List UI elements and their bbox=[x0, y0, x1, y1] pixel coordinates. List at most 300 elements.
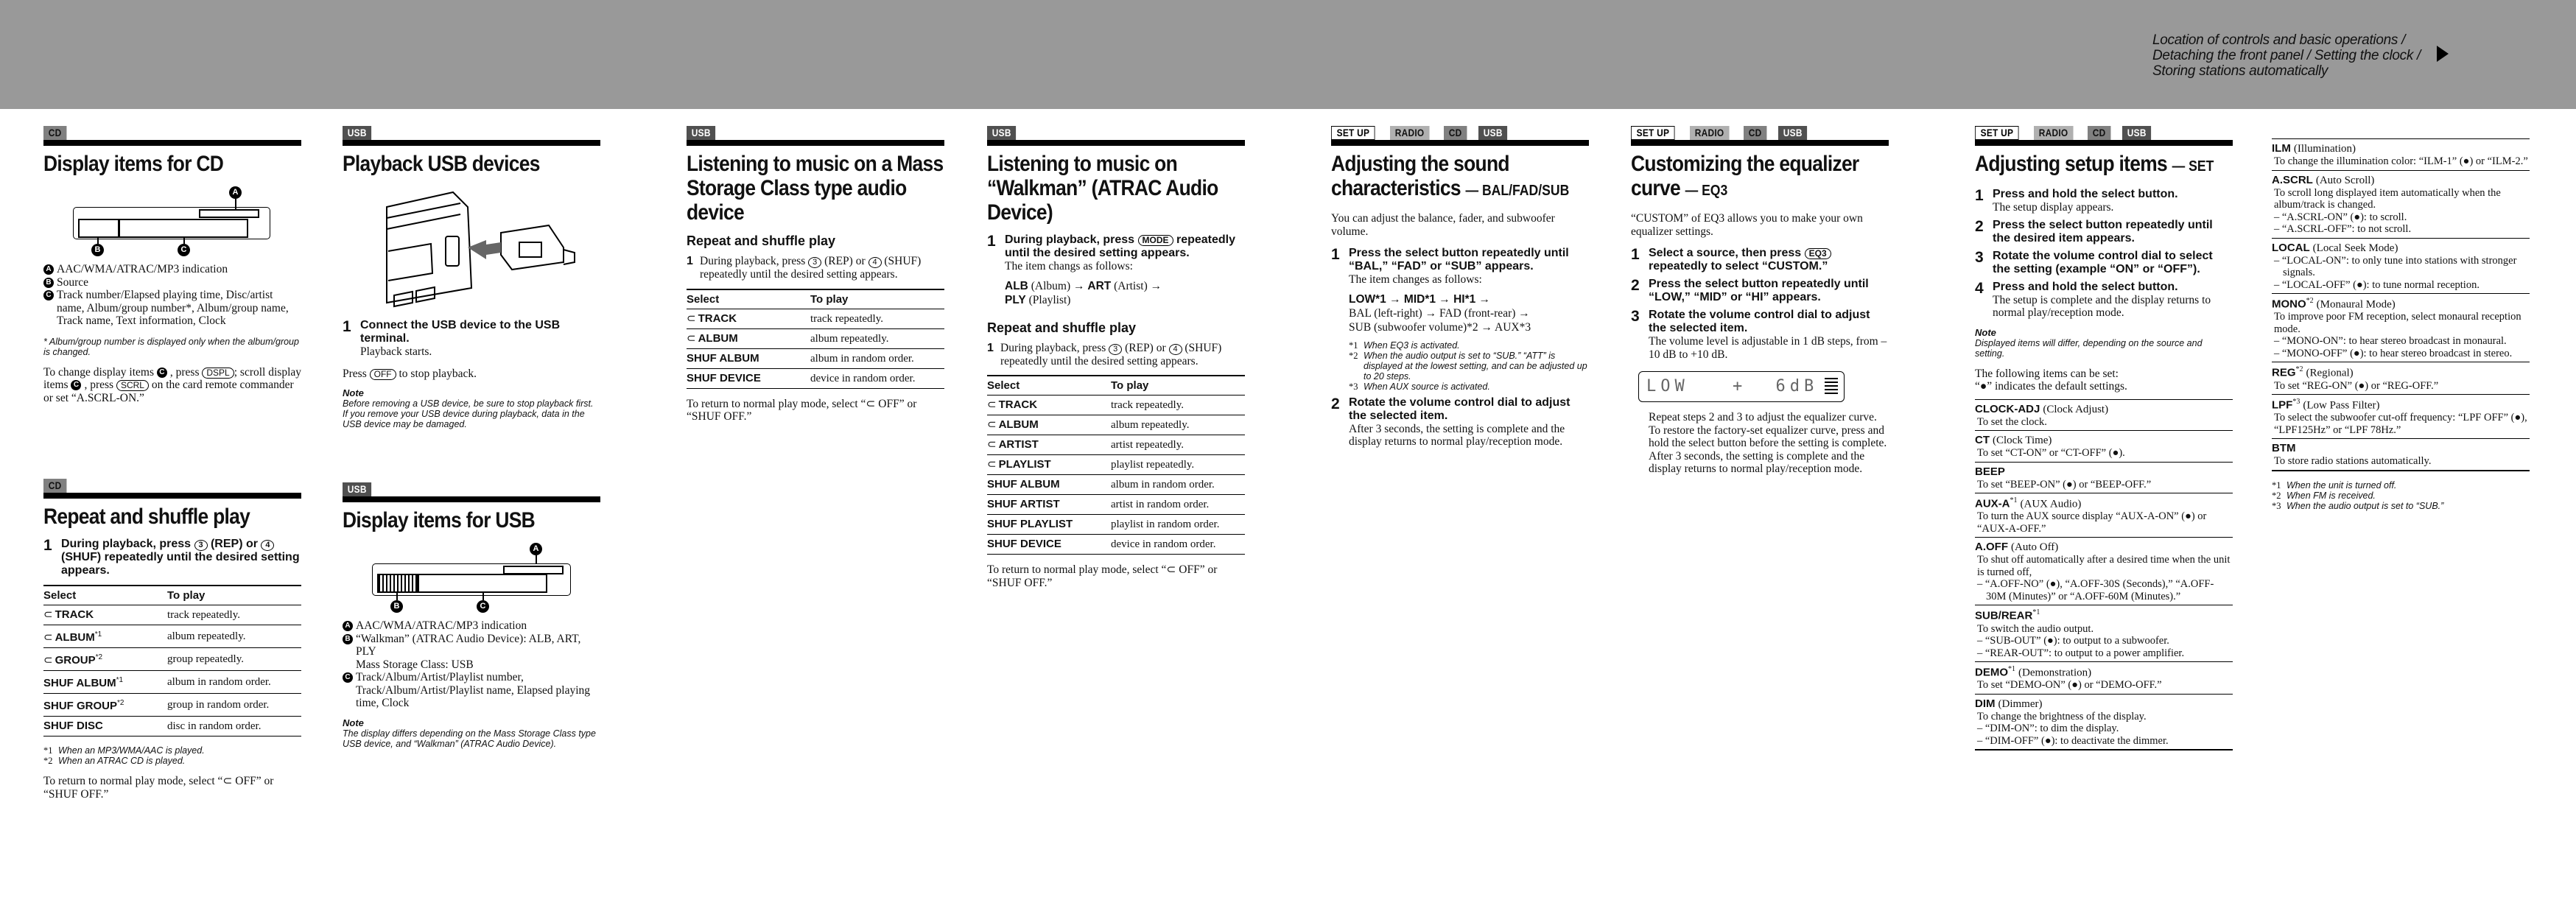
setting-name: CT bbox=[1975, 434, 1990, 446]
intro-text: “CUSTOM” of EQ3 allows you to make your own equalizer settings. bbox=[1631, 212, 1863, 238]
setting-fullname: (Regional) bbox=[2306, 367, 2354, 379]
step-number: 1 bbox=[1975, 187, 1984, 204]
setting-fullname: (Illumination) bbox=[2293, 143, 2356, 155]
setting-option: – “MONO-OFF” (●): to hear stereo broadcast in stereo. bbox=[2274, 347, 2513, 359]
setting-fullname: (Low Pass Filter) bbox=[2303, 399, 2380, 412]
mode-code: PLY bbox=[1005, 293, 1026, 306]
step-2 bbox=[1331, 396, 1589, 449]
play-value: group in random order. bbox=[167, 694, 301, 717]
footnote-text: When an MP3/WMA/AAC is played. bbox=[58, 745, 205, 756]
section-mass-storage bbox=[687, 126, 944, 423]
section-sound bbox=[1331, 126, 1589, 453]
step-number: 1 bbox=[343, 318, 351, 335]
footnote-text: When the audio output is set to “SUB.” “ATT” is displayed at the lowest setting, and can be adjusted up to 20 steps. bbox=[1364, 350, 1587, 382]
step-number: 1 bbox=[1631, 246, 1640, 263]
source-tags bbox=[1631, 126, 1889, 140]
column-header: To play bbox=[810, 289, 944, 309]
setup-tag: SET UP bbox=[1331, 126, 1375, 140]
option-text: “MONO-OFF” (●): to hear stereo broadcast in stereo. bbox=[2281, 347, 2513, 359]
setting-name: REG bbox=[2272, 366, 2296, 379]
scrl-button[interactable]: SCRL bbox=[116, 380, 149, 391]
section-repeat-cd bbox=[43, 479, 301, 801]
step-1 bbox=[343, 319, 600, 359]
table-row bbox=[687, 309, 944, 328]
text: repeatedly to select “CUSTOM.” bbox=[1649, 260, 1828, 273]
play-value: album in random order. bbox=[1111, 475, 1245, 495]
setting-option: – “A.SCRL-OFF”: to not scroll. bbox=[2274, 223, 2412, 235]
setup-item-ilm bbox=[2272, 138, 2530, 170]
subsection-title: Repeat and shuffle play bbox=[987, 320, 1137, 335]
repeat-icon: ⊂ bbox=[43, 631, 53, 644]
repeat-icon: ⊂ bbox=[987, 418, 997, 431]
play-mode-table bbox=[687, 289, 944, 389]
select-value: TRACK bbox=[55, 608, 94, 621]
section-rule bbox=[1975, 140, 2233, 146]
option-text: “REAR-OUT”: to output to a power amplifier. bbox=[1984, 647, 2185, 659]
text: To change display items bbox=[43, 365, 155, 379]
step-2 bbox=[1975, 219, 2233, 245]
text: ; scroll display items bbox=[43, 365, 302, 391]
select-value: TRACK bbox=[998, 398, 1038, 411]
stop-instruction bbox=[343, 368, 600, 381]
play-mode-table bbox=[43, 585, 301, 737]
play-value: album repeatedly. bbox=[167, 625, 301, 648]
callout-a: A bbox=[229, 186, 242, 199]
setting-name: MONO bbox=[2272, 298, 2306, 311]
step-1 bbox=[687, 255, 944, 281]
callout-b: B bbox=[390, 600, 403, 613]
dspl-button[interactable]: DSPL bbox=[202, 368, 234, 379]
marker-c: C bbox=[43, 290, 54, 300]
section-rule bbox=[1331, 140, 1589, 146]
setting-fullname: (Demonstration) bbox=[2018, 667, 2092, 679]
step-instruction: Press and hold the select button. bbox=[1993, 280, 2178, 293]
setting-description: To set the clock. bbox=[1977, 415, 2047, 428]
setup-item-ct bbox=[1975, 430, 2233, 462]
setting-name: CLOCK-ADJ bbox=[1975, 402, 2040, 415]
legend-text: AAC/WMA/ATRAC/MP3 indication bbox=[57, 263, 228, 275]
setting-description: To change the brightness of the display. bbox=[1977, 710, 2147, 723]
step-1 bbox=[987, 342, 1245, 368]
note-text: Displayed items will differ, depending on the source and setting. bbox=[1975, 337, 2203, 359]
setting-name: BTM bbox=[2272, 442, 2296, 455]
step-1 bbox=[1631, 247, 1889, 273]
setting-fullname: (Clock Time) bbox=[1993, 435, 2052, 446]
play-value: artist in random order. bbox=[1111, 495, 1245, 515]
select-value: ALBUM bbox=[55, 631, 95, 644]
marker-b: B bbox=[43, 278, 54, 288]
setup-item-clock-adj bbox=[1975, 399, 2233, 431]
off-button[interactable]: OFF bbox=[370, 369, 396, 380]
list-end-rule bbox=[2272, 470, 2530, 471]
mode-label: (Playlist) bbox=[1028, 293, 1071, 306]
play-mode-table bbox=[987, 375, 1245, 555]
setting-description: To set “CT-ON” or “CT-OFF” (●). bbox=[1977, 447, 2125, 459]
play-value: album in random order. bbox=[810, 348, 944, 368]
play-value: album in random order. bbox=[167, 671, 301, 694]
usb-tag: USB bbox=[343, 126, 371, 140]
step-number: 2 bbox=[1331, 395, 1340, 412]
setting-name: ILM bbox=[2272, 142, 2291, 155]
step-number: 1 bbox=[687, 255, 693, 267]
return-text: To return to normal play mode, select “⊂ OFF” or “SHUF OFF.” bbox=[43, 775, 274, 801]
text: (SHUF) repeatedly until the desired setting appears. bbox=[700, 255, 922, 281]
setting-description: To turn the AUX source display “AUX-A-ON” (●) or “AUX-A-OFF.” bbox=[1977, 510, 2207, 535]
section-title: Listening to music on “Walkman” (ATRAC Audio Device) bbox=[987, 152, 1218, 225]
footnote-text: When EQ3 is activated. bbox=[1364, 340, 1460, 351]
radio-tag: RADIO bbox=[2034, 126, 2073, 140]
select-value: SHUF PLAYLIST bbox=[987, 515, 1111, 535]
text-box-c bbox=[119, 219, 248, 238]
column-header: To play bbox=[167, 586, 301, 605]
setup-item-sub-rear bbox=[1975, 605, 2233, 661]
repeat-icon: ⊂ bbox=[43, 608, 53, 621]
step-1 bbox=[43, 538, 301, 577]
repeat-icon: ⊂ bbox=[43, 654, 53, 667]
step-1 bbox=[987, 233, 1245, 313]
setup-tag: SET UP bbox=[1631, 126, 1675, 140]
table-row bbox=[43, 717, 301, 737]
play-value: group repeatedly. bbox=[167, 648, 301, 671]
legend-text: Source bbox=[57, 275, 89, 289]
footnote-text: When the unit is turned off. bbox=[2287, 479, 2397, 491]
setting-description: To store radio stations automatically. bbox=[2274, 455, 2432, 468]
eq3-button[interactable]: EQ3 bbox=[1805, 248, 1831, 259]
text: During playback, press bbox=[1000, 341, 1106, 354]
select-value: SHUF ALBUM bbox=[687, 348, 810, 368]
select-value: ALBUM bbox=[698, 331, 738, 345]
repeat-icon: ⊂ bbox=[687, 331, 696, 345]
select-value: PLAYLIST bbox=[998, 458, 1051, 471]
step-instruction: Press and hold the select button. bbox=[1993, 188, 2178, 200]
select-value: SHUF ALBUM bbox=[43, 677, 116, 689]
setting-option: – “LOCAL-OFF” (●): to tune normal reception. bbox=[2274, 278, 2480, 291]
section-rule bbox=[687, 140, 944, 146]
marker-a: A bbox=[43, 264, 54, 275]
setting-description: To scroll long displayed item automatically when the album/track is changed. bbox=[2274, 186, 2501, 211]
cd-tag: CD bbox=[2088, 126, 2110, 140]
setting-description: To set “BEEP-ON” (●) or “BEEP-OFF.” bbox=[1977, 478, 2152, 491]
step-number: 2 bbox=[1631, 277, 1640, 294]
text: During playback, press bbox=[61, 538, 192, 550]
mode-code: ART bbox=[1087, 279, 1112, 292]
table-row bbox=[987, 535, 1245, 555]
step-number: 2 bbox=[1975, 217, 1984, 235]
step-number: 1 bbox=[987, 233, 996, 250]
sequence-line: SUB (subwoofer volume)*2 → AUX*3 bbox=[1349, 320, 1531, 334]
setting-option: – “REAR-OUT”: to output to a power amplifier. bbox=[1977, 647, 2185, 659]
repeat-icon: ⊂ bbox=[987, 398, 997, 411]
rep-button-3[interactable]: 3 bbox=[808, 257, 821, 268]
table-row bbox=[687, 368, 944, 388]
section-title: Playback USB devices bbox=[343, 152, 540, 176]
setting-name: SUB/REAR bbox=[1975, 609, 2033, 622]
option-text: “LOCAL-ON”: to only tune into stations with stronger signals. bbox=[2281, 254, 2517, 278]
setup-item-mono bbox=[2272, 293, 2530, 362]
intro-text: You can adjust the balance, fader, and subwoofer volume. bbox=[1331, 212, 1555, 238]
footnotes bbox=[2272, 480, 2530, 511]
marker-c: C bbox=[157, 368, 167, 378]
setting-description: To shut off automatically after a desired time when the unit is turned off, bbox=[1977, 554, 2231, 578]
table-row bbox=[43, 694, 301, 717]
note-text: Before removing a USB device, be sure to stop playback first. If you remove your USB device during playback, data in the USB device may be damaged. bbox=[343, 398, 594, 429]
section-rule bbox=[43, 493, 301, 499]
setup-item-list bbox=[2272, 138, 2530, 470]
radio-tag: RADIO bbox=[1690, 126, 1729, 140]
select-value: TRACK bbox=[698, 312, 737, 325]
shuf-button-4[interactable]: 4 bbox=[1169, 344, 1182, 355]
footnote-key: *3 bbox=[2272, 500, 2281, 511]
mode-button[interactable]: MODE bbox=[1138, 235, 1173, 246]
text: (SHUF) repeatedly until the desired setting appears. bbox=[61, 551, 300, 577]
repeat-icon: ⊂ bbox=[987, 438, 997, 451]
note-heading: Note bbox=[343, 717, 364, 728]
setting-option: – “DIM-ON”: to dim the display. bbox=[1977, 723, 2119, 735]
setting-option: – “A.SCRL-ON” (●): to scroll. bbox=[2274, 211, 2407, 223]
section-title: Display items for USB bbox=[343, 508, 536, 532]
indicator-box-a bbox=[199, 209, 259, 218]
section-title: Repeat and shuffle play bbox=[43, 505, 250, 529]
setting-option: – “MONO-ON”: to hear stereo broadcast in monaural. bbox=[2274, 335, 2507, 348]
breadcrumb-line: Detaching the front panel / Setting the clock / bbox=[2152, 48, 2421, 63]
footnote-ref: *1 bbox=[2032, 608, 2040, 617]
section-setup bbox=[1975, 126, 2233, 750]
table-row bbox=[43, 625, 301, 648]
usb-connect-illustration bbox=[343, 185, 600, 310]
shuf-button-4[interactable]: 4 bbox=[261, 540, 274, 551]
text: , press bbox=[84, 379, 114, 391]
setting-fullname: (AUX Audio) bbox=[2020, 498, 2082, 510]
step-2 bbox=[1631, 278, 1889, 304]
step-1 bbox=[1331, 247, 1589, 392]
option-text: “DIM-OFF” (●): to deactivate the dimmer. bbox=[1984, 734, 2169, 747]
setup-item-beep bbox=[1975, 462, 2233, 493]
return-text: To return to normal play mode, select “⊂ OFF” or “SHUF OFF.” bbox=[687, 397, 917, 423]
legend-list bbox=[343, 619, 600, 710]
option-text: “DIM-ON”: to dim the display. bbox=[1984, 723, 2119, 735]
play-value: track repeatedly. bbox=[167, 605, 301, 625]
step-description: Playback starts. bbox=[360, 345, 432, 358]
footnote-text: When AUX source is activated. bbox=[1364, 381, 1490, 392]
footnote-key: *2 bbox=[43, 756, 53, 766]
setup-item-demo bbox=[1975, 661, 2233, 694]
cd-display-diagram bbox=[43, 185, 301, 259]
option-text: “A.OFF-NO” (●), “A.OFF-30S (Seconds),” “A.OFF-30M (Minutes)” or “A.OFF-60M (Minutes).” bbox=[1984, 578, 2214, 602]
setting-name: AUX-A bbox=[1975, 497, 2010, 510]
arrow-icon: → bbox=[1073, 279, 1085, 292]
text: After 3 seconds, the setting is complete and the display returns to normal play/reception mode. bbox=[1649, 449, 1865, 475]
select-value: GROUP bbox=[55, 654, 96, 667]
callout-a: A bbox=[530, 543, 542, 555]
marker-b: B bbox=[343, 634, 353, 644]
lcd-level: 6dB bbox=[1775, 377, 1819, 396]
callout-c: C bbox=[477, 600, 489, 613]
rep-button-3[interactable]: 3 bbox=[1109, 344, 1122, 355]
setup-item-local bbox=[2272, 238, 2530, 294]
table-row bbox=[43, 648, 301, 671]
footnotes bbox=[43, 745, 301, 766]
step-number: 1 bbox=[43, 537, 52, 554]
setting-name: LOCAL bbox=[2272, 241, 2310, 254]
section-title bbox=[1331, 152, 1590, 203]
footnote-ref: *2 bbox=[95, 653, 103, 661]
setup-item-list bbox=[1975, 399, 2233, 750]
title-text: Customizing the equalizer curve bbox=[1631, 152, 1859, 200]
option-text: “SUB-OUT” (●): to output to a subwoofer. bbox=[1984, 635, 2169, 647]
mode-label: (Artist) bbox=[1114, 279, 1148, 292]
column-header: Select bbox=[987, 376, 1111, 396]
setting-name: A.SCRL bbox=[2272, 173, 2313, 186]
usb-tag: USB bbox=[1478, 126, 1507, 140]
instruction-text bbox=[43, 366, 301, 405]
table-row bbox=[43, 605, 301, 625]
select-value: SHUF DISC bbox=[43, 720, 103, 732]
legend-text: AAC/WMA/ATRAC/MP3 indication bbox=[356, 619, 527, 632]
section-title bbox=[1631, 152, 1889, 203]
callout-b: B bbox=[91, 244, 104, 256]
setting-fullname: (Auto Scroll) bbox=[2315, 174, 2375, 186]
callout-line bbox=[97, 236, 99, 244]
setting-description: To change the illumination color: “ILM-1” (●) or “ILM-2.” bbox=[2274, 155, 2528, 167]
setup-item-lpf bbox=[2272, 394, 2530, 438]
callout-c: C bbox=[178, 244, 190, 256]
item-sequence bbox=[1349, 292, 1589, 334]
setting-option: – “SUB-OUT” (●): to output to a subwoofer. bbox=[1977, 635, 2169, 647]
footnote-key: *1 bbox=[43, 745, 53, 756]
footnote: * Album/group number is displayed only when the album/group is changed. bbox=[43, 336, 299, 357]
next-page-arrow-icon[interactable] bbox=[2437, 46, 2449, 62]
step-1 bbox=[1975, 188, 2233, 214]
setup-tag: SET UP bbox=[1975, 126, 2019, 140]
step-number: 1 bbox=[987, 341, 994, 354]
section-title bbox=[1975, 152, 2233, 179]
text: to stop playback. bbox=[399, 367, 477, 380]
table-row bbox=[987, 475, 1245, 495]
setting-description: To set “DEMO-ON” (●) or “DEMO-OFF.” bbox=[1977, 679, 2162, 692]
mode-sequence bbox=[1005, 279, 1245, 307]
usb-tag: USB bbox=[1778, 126, 1807, 140]
section-title: Listening to music on a Mass Storage Class type audio device bbox=[687, 152, 944, 225]
setup-item-aux-a bbox=[1975, 493, 2233, 537]
section-display-cd bbox=[43, 126, 301, 404]
callout-line bbox=[396, 591, 398, 600]
section-walkman bbox=[987, 126, 1245, 589]
play-value: device in random order. bbox=[1111, 535, 1245, 555]
play-value: playlist repeatedly. bbox=[1111, 455, 1245, 475]
section-rule bbox=[1631, 140, 1889, 146]
setup-item-dim bbox=[1975, 694, 2233, 750]
option-text: “LOCAL-OFF” (●): to tune normal reception. bbox=[2281, 278, 2480, 291]
table-row bbox=[987, 396, 1245, 415]
text: (REP) or bbox=[1125, 341, 1166, 354]
text: To restore the factory-set equalizer curve, press and hold the select button before the setting is complete. bbox=[1649, 423, 1887, 449]
cd-tag: CD bbox=[1444, 126, 1467, 140]
setting-option: – “DIM-OFF” (●): to deactivate the dimmer. bbox=[1977, 734, 2169, 747]
usb-display-diagram bbox=[343, 541, 600, 615]
text: During playback, press bbox=[1005, 233, 1135, 246]
step-instruction: Press the select button repeatedly until “BAL,” “FAD” or “SUB” appears. bbox=[1349, 247, 1569, 273]
breadcrumb-line: Storing stations automatically bbox=[2152, 63, 2328, 79]
footnote-text: When the audio output is set to “SUB.” bbox=[2287, 500, 2444, 511]
section-eq bbox=[1631, 126, 1889, 476]
sequence-line: BAL (left-right) → FAD (front-rear) → bbox=[1349, 306, 1530, 320]
footnote-ref: *1 bbox=[94, 630, 102, 639]
usb-tag: USB bbox=[987, 126, 1016, 140]
shuf-button-4[interactable]: 4 bbox=[868, 257, 882, 268]
subsection-title: Repeat and shuffle play bbox=[687, 233, 836, 248]
setting-description: To select the subwoofer cut-off frequency: “LPF OFF” (●), “LPF125Hz” or “LPF 78Hz.” bbox=[2274, 412, 2527, 436]
column-header: To play bbox=[1111, 376, 1245, 396]
table-row bbox=[43, 671, 301, 694]
text: Repeat steps 2 and 3 to adjust the equalizer curve. bbox=[1649, 411, 1877, 423]
footnote-key: *2 bbox=[2272, 490, 2281, 501]
legend-text: Track number/Elapsed playing time, Disc/artist name, Album/group number*, Album/group name, Track name, Text information, Clock bbox=[57, 289, 289, 327]
step-number: 4 bbox=[1975, 279, 1984, 297]
return-text: To return to normal play mode, select “⊂ OFF” or “SHUF OFF.” bbox=[987, 563, 1218, 589]
usb-device-icon bbox=[343, 185, 600, 310]
source-box-b bbox=[377, 574, 418, 593]
step-instruction: Rotate the volume control dial to select the setting (example “ON” or “OFF”). bbox=[1993, 249, 2213, 275]
setting-name: BEEP bbox=[1975, 465, 2005, 478]
step-instruction: Press the select button repeatedly until “LOW,” “MID” or “HI” appears. bbox=[1649, 278, 1869, 303]
step-number: 1 bbox=[1331, 246, 1340, 263]
note-heading: Note bbox=[1975, 326, 1996, 338]
step-number: 3 bbox=[1631, 308, 1640, 325]
text: During playback, press bbox=[700, 255, 806, 267]
select-value: SHUF ALBUM bbox=[987, 475, 1111, 495]
text: repeatedly until the desired setting appears. bbox=[1005, 233, 1236, 259]
step-instruction: Rotate the volume control dial to adjust the selected item. bbox=[1649, 309, 1870, 334]
table-row bbox=[987, 435, 1245, 455]
callout-line bbox=[482, 591, 484, 600]
cd-tag: CD bbox=[43, 479, 66, 493]
text: (SHUF) repeatedly until the desired setting appears. bbox=[1000, 341, 1222, 368]
setup-item-a-scrl bbox=[2272, 170, 2530, 238]
table-row bbox=[987, 455, 1245, 475]
radio-tag: RADIO bbox=[1390, 126, 1429, 140]
footnote-ref: *2 bbox=[117, 699, 124, 707]
table-row bbox=[987, 495, 1245, 515]
setting-description: To improve poor FM reception, select monaural reception mode. bbox=[2274, 311, 2521, 335]
select-value: SHUF DEVICE bbox=[987, 535, 1111, 555]
step-3 bbox=[1631, 309, 1889, 361]
marker-a: A bbox=[343, 621, 353, 631]
setting-option: – “LOCAL-ON”: to only tune into stations with stronger signals. bbox=[2274, 254, 2517, 278]
play-value: disc in random order. bbox=[167, 717, 301, 737]
rep-button-3[interactable]: 3 bbox=[194, 540, 208, 551]
lcd-sign: + bbox=[1733, 377, 1747, 396]
footnote-key: *3 bbox=[1349, 381, 1358, 392]
footnote-key: *1 bbox=[2272, 479, 2281, 491]
setting-fullname: (Dimmer) bbox=[1998, 697, 2043, 710]
setting-name: LPF bbox=[2272, 398, 2293, 412]
breadcrumb-line: Location of controls and basic operations / bbox=[2152, 32, 2406, 48]
setting-option: – “A.OFF-NO” (●), “A.OFF-30S (Seconds),” “A.OFF-30M (Minutes)” or “A.OFF-60M (Minutes).” bbox=[1977, 578, 2214, 602]
usb-tag: USB bbox=[343, 482, 371, 496]
step-description: The volume level is adjustable in 1 dB steps, from –10 dB to +10 dB. bbox=[1649, 335, 1887, 361]
table-row bbox=[987, 415, 1245, 435]
legend-text: Track/Album/Artist/Playlist number, Track/Album/Artist/Playlist name, Elapsed playing time, Clock bbox=[356, 671, 591, 709]
arrow-icon: → bbox=[1150, 279, 1162, 292]
title-text: Adjusting setup items bbox=[1975, 152, 2167, 176]
select-value: SHUF ARTIST bbox=[987, 495, 1111, 515]
option-text: “A.SCRL-OFF”: to not scroll. bbox=[2281, 223, 2412, 235]
section-rule bbox=[343, 140, 600, 146]
section-breadcrumb[interactable] bbox=[2152, 32, 2421, 79]
setting-fullname: (Monaural Mode) bbox=[2316, 298, 2396, 311]
setup-item-reg bbox=[2272, 362, 2530, 394]
option-text: “A.SCRL-ON” (●): to scroll. bbox=[2281, 211, 2407, 223]
